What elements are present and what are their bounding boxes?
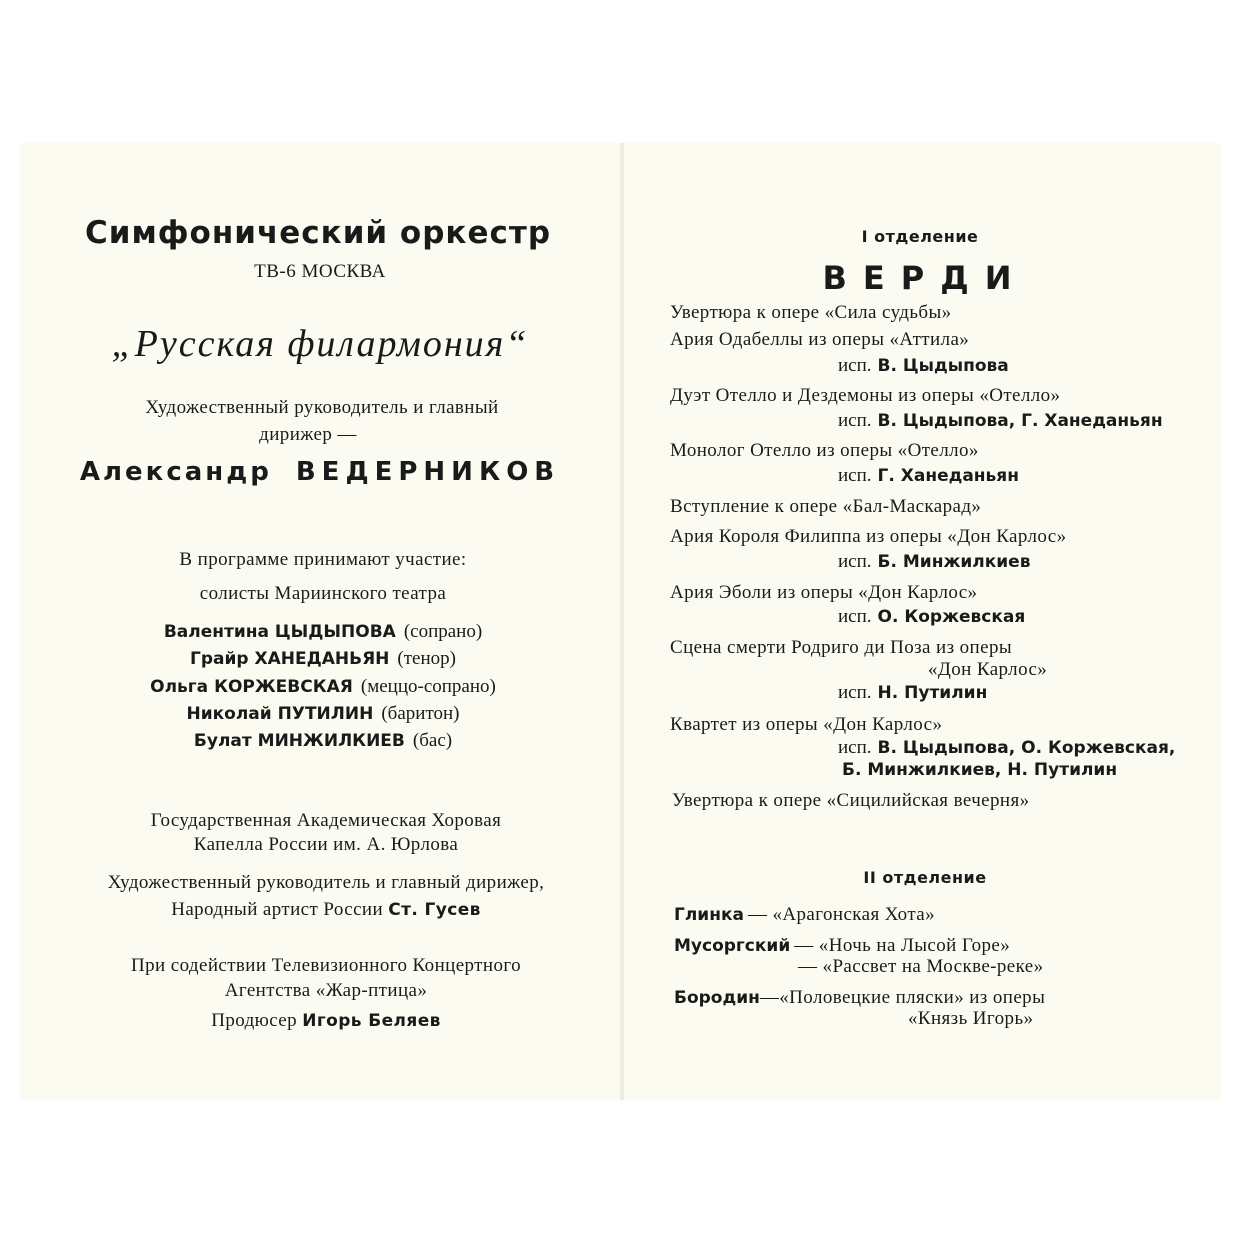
producer-name: Игорь Беляев (302, 1011, 441, 1031)
program-item-continued: «Дон Карлос» (928, 659, 1048, 680)
soloist-row (150, 676, 496, 698)
choir-director-title: Народный артист России (171, 899, 384, 920)
soloist-voice: (бас) (412, 730, 453, 751)
performer-prefix: исп. (838, 410, 872, 431)
program-item (674, 987, 1045, 1009)
soloist-row (164, 621, 482, 643)
performer-line (838, 465, 1019, 487)
composer-mussorgsky: Мусоргский (674, 936, 791, 956)
performer-prefix: исп. (838, 682, 872, 703)
performer-line (838, 682, 987, 704)
soloist-voice: (баритон) (381, 703, 460, 724)
program-item: Ария Одабеллы из оперы «Аттила» (670, 329, 970, 350)
soloist-name: Николай ПУТИЛИН (186, 704, 374, 724)
performer-line (838, 606, 1025, 628)
performer-name: В. Цыдыпова, Г. Ханеданьян (877, 411, 1163, 431)
performer-prefix: исп. (838, 355, 872, 376)
program-item: Монолог Отелло из оперы «Отелло» (670, 440, 979, 461)
support-line-2: Агентства «Жар-птица» (224, 980, 428, 1001)
work-title: «Князь Игорь» (908, 1008, 1034, 1029)
support-line-1: При содействии Телевизионного Концертного (131, 955, 521, 976)
program-item (674, 935, 1010, 957)
producer-label: Продюсер (211, 1010, 298, 1031)
soloist-name: Ольга КОРЖЕВСКАЯ (150, 677, 353, 697)
performer-name: Г. Ханеданьян (877, 466, 1019, 486)
program-item: Увертюра к опере «Сицилийская вечерня» (672, 790, 1030, 811)
choir-line-2: Капелла России им. А. Юрлова (193, 834, 459, 855)
soloist-name: Грайр ХАНЕДАНЬЯН (190, 649, 390, 669)
composer-borodin: Бородин (674, 988, 760, 1008)
performer-name: Н. Путилин (877, 683, 988, 703)
work-title: —«Половецкие пляски» из оперы (759, 987, 1046, 1008)
program-item: Ария Эболи из оперы «Дон Карлос» (670, 582, 978, 603)
performer-name: В. Цыдыпова, О. Коржевская, (877, 738, 1176, 758)
producer-line (211, 1010, 441, 1032)
choir-director-name: Ст. Гусев (388, 900, 481, 920)
part-2-label: II отделение (863, 868, 987, 887)
soloist-row (190, 648, 456, 670)
program-item: Вступление к опере «Бал-Маскарад» (670, 496, 982, 517)
choir-director-line-2 (171, 899, 481, 921)
performer-line (838, 551, 1030, 573)
participants-intro: В программе принимают участие: (179, 549, 467, 570)
program-item (674, 904, 935, 926)
orchestra-subtitle: ТВ-6 МОСКВА (254, 261, 386, 282)
performer-prefix: исп. (838, 465, 872, 486)
composer-verdi: ВЕРДИ (822, 259, 1028, 297)
performer-name: В. Цыдыпова (877, 356, 1009, 376)
performer-line (838, 410, 1163, 432)
choir-director-line-1: Художественный руководитель и главный дирижер, (107, 872, 545, 893)
soloist-name: Валентина ЦЫДЫПОВА (163, 622, 396, 642)
soloist-row (187, 703, 460, 725)
performer-prefix: исп. (838, 551, 872, 572)
composer-glinka: Глинка (674, 905, 744, 925)
program-item: Сцена смерти Родриго ди Поза из оперы (670, 637, 1013, 658)
performer-prefix: исп. (838, 606, 872, 627)
director-line-2: дирижер — (259, 424, 357, 445)
performer-name-continued: Б. Минжилкиев, Н. Путилин (842, 760, 1118, 780)
soloist-voice: (сопрано) (403, 621, 483, 642)
performer-line (838, 737, 1175, 759)
choir-line-1: Государственная Академическая Хоровая (150, 810, 502, 831)
director-line-1: Художественный руководитель и главный (145, 397, 499, 418)
performer-prefix: исп. (838, 737, 872, 758)
program-item: Квартет из оперы «Дон Карлос» (670, 714, 943, 735)
soloist-voice: (тенор) (397, 648, 456, 669)
conductor-first-name: Александр (79, 457, 272, 487)
part-1-label: I отделение (861, 227, 979, 246)
program-item: Увертюра к опере «Сила судьбы» (670, 302, 952, 323)
orchestra-title: Симфонический оркестр (84, 215, 552, 251)
work-title: — «Рассвет на Москве-реке» (798, 956, 1044, 977)
program-item: Дуэт Отелло и Дездемоны из оперы «Отелло» (670, 385, 1061, 406)
soloist-name: Булат МИНЖИЛКИЕВ (193, 731, 405, 751)
work-title: — «Арагонская Хота» (747, 904, 935, 925)
soloist-voice: (меццо-сопрано) (360, 676, 496, 697)
performer-name: Б. Минжилкиев (877, 552, 1031, 572)
program-item: Ария Короля Филиппа из оперы «Дон Карлос» (670, 526, 1067, 547)
soloists-intro: солисты Мариинского театра (199, 583, 447, 604)
ensemble-name: „Русская филармония“ (111, 323, 529, 365)
soloist-row (194, 730, 452, 752)
work-title: — «Ночь на Лысой Горе» (794, 935, 1011, 956)
conductor-name (80, 457, 560, 487)
performer-line (838, 355, 1009, 377)
conductor-surname: ВЕДЕРНИКОВ (295, 457, 561, 487)
performer-name: О. Коржевская (877, 607, 1026, 627)
